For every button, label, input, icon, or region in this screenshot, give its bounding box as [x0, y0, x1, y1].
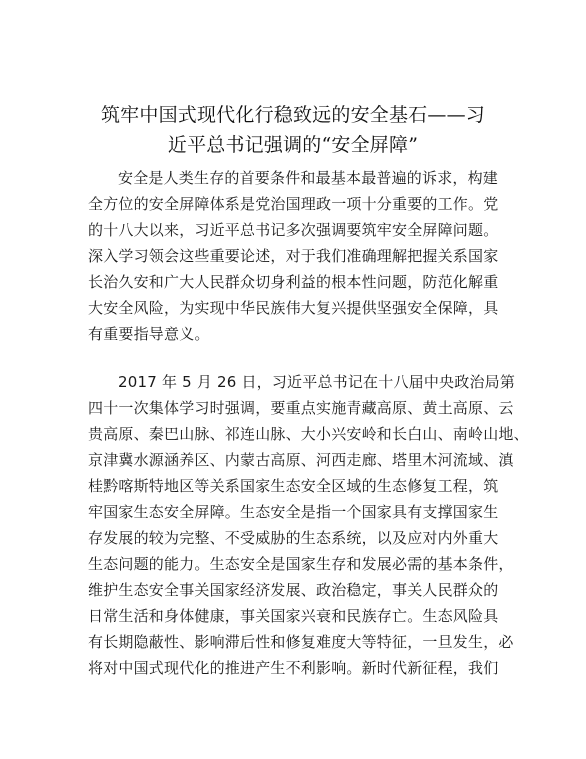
body-paragraph — [88, 165, 498, 347]
paragraph-line: 2017 年 5 月 26 日，习近平总书记在十八届中央政治局第 — [118, 373, 516, 391]
paragraph-line: 有长期隐蔽性、影响滞后性和修复难度大等特征，一旦发生，必 — [88, 633, 514, 651]
paragraph-line: 的十八大以来，习近平总书记多次强调要筑牢安全屏障问题。 — [88, 221, 499, 239]
paragraph-line: 京津冀水源涵养区、内蒙古高原、河西走廊、塔里木河流域、滇 — [88, 451, 514, 469]
paragraph-line: 将对中国式现代化的推进产生不利影响。新时代新征程，我们 — [88, 659, 499, 677]
paragraph-line: 日常生活和身体健康，事关国家兴衰和民族存亡。生态风险具 — [88, 607, 499, 625]
title-line: 近平总书记强调的“安全屏障” — [167, 134, 419, 156]
paragraph-line: 四十一次集体学习时强调，要重点实施青藏高原、黄土高原、云 — [88, 399, 514, 417]
paragraph-line: 有重要指导意义。 — [88, 325, 210, 343]
title-line: 筑牢中国式现代化行稳致远的安全基石——习 — [100, 104, 485, 126]
paragraph-line: 存发展的较为完整、不受威胁的生态系统，以及应对内外重大 — [88, 529, 499, 547]
body-paragraph — [88, 369, 529, 681]
paragraph-line: 长治久安和广大人民群众切身利益的根本性问题，防范化解重 — [88, 273, 499, 291]
paragraph-line: 安全是人类生存的首要条件和最基本最普遍的诉求，构建 — [118, 169, 499, 187]
paragraph-line: 桂黔喀斯特地区等关系国家生态安全区域的生态修复工程，筑 — [88, 477, 499, 495]
paragraph-line: 生态问题的能力。生态安全是国家生存和发展必需的基本条件， — [88, 555, 514, 573]
paragraph-line: 牢国家生态安全屏障。生态安全是指一个国家具有支撑国家生 — [88, 503, 499, 521]
paragraph-line: 深入学习领会这些重要论述，对于我们准确理解把握关系国家 — [88, 247, 499, 265]
paragraph-line: 全方位的安全屏障体系是党治国理政一项十分重要的工作。党 — [88, 195, 499, 213]
paragraph-line: 大安全风险，为实现中华民族伟大复兴提供坚强安全保障，具 — [88, 299, 499, 317]
paragraph-line: 贵高原、秦巴山脉、祁连山脉、大小兴安岭和长白山、南岭山地、 — [88, 425, 529, 443]
paragraph-line: 维护生态安全事关国家经济发展、政治稳定，事关人民群众的 — [88, 581, 499, 599]
document-title — [88, 100, 498, 160]
